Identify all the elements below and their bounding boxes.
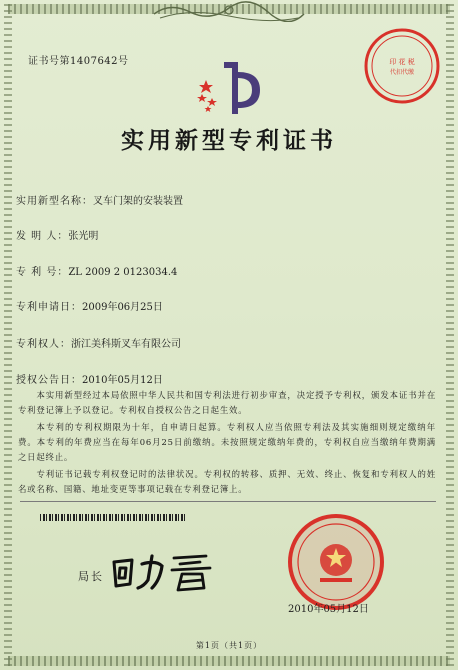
- field-label: 专利申请日：: [16, 302, 82, 313]
- certificate-number: 证书号第1407642号: [28, 56, 129, 67]
- director-signature-icon: [108, 550, 218, 594]
- field-grant-date: [16, 371, 163, 386]
- field-value: 2009年06月25日: [82, 302, 163, 313]
- issue-date: 2010年05月12日: [288, 604, 369, 615]
- field-label: 授权公告日：: [16, 375, 82, 386]
- ornament-icon: [150, 0, 308, 22]
- field-label: 发 明 人：: [16, 231, 69, 242]
- svg-text:代扣代缴: 代扣代缴: [389, 69, 415, 76]
- field-filing-date: [16, 298, 163, 313]
- field-utility-model-name: [16, 192, 183, 207]
- field-inventor: [16, 227, 98, 242]
- decorative-border-bottom: [8, 656, 450, 666]
- field-value: 张光明: [68, 231, 99, 242]
- svg-text:印 花 税: 印 花 税: [389, 58, 415, 66]
- field-patent-number: [16, 263, 177, 278]
- paragraph-term-and-fees: 本专利的专利权期限为十年，自申请日起算。专利权人应当依照专利法及其实施细则规定缴纳年费。本专利的年费应当在每年06月25日前缴纳。未按照规定缴纳年费的，专利权自应当缴纳年费期满之日起终止。: [18, 422, 436, 462]
- decorative-border-right: [446, 4, 454, 666]
- top-right-seal-icon: [362, 26, 442, 106]
- national-ip-office-seal-icon: [270, 510, 402, 610]
- field-label: 专 利 号：: [16, 267, 69, 278]
- paragraph-legal-status: 专利证书记载专利权登记时的法律状况。专利权的转移、质押、无效、终止、恢复和专利权人的姓名或名称、国籍、地址变更等事项记载在专利登记簿上。: [18, 469, 436, 494]
- field-value: 2010年05月12日: [82, 375, 163, 386]
- decorative-border-left: [4, 4, 12, 666]
- field-patentee: [16, 335, 181, 350]
- paragraph-grant-decision: 本实用新型经过本局依照中华人民共和国专利法进行初步审查，决定授予专利权，颁发本证书并在专利登记簿上予以登记。专利权自授权公告之日起生效。: [18, 390, 436, 415]
- barcode-icon: [40, 514, 186, 521]
- director-label: 局长: [78, 570, 104, 583]
- certificate-title: 实用新型专利证书: [121, 127, 337, 154]
- page-footer: 第1页（共1页）: [195, 641, 263, 650]
- field-value: 叉车门架的安装装置: [93, 196, 183, 207]
- field-label: 实用新型名称：: [16, 196, 93, 207]
- sipo-logo-icon: [194, 58, 264, 120]
- field-value: ZL 2009 2 0123034.4: [68, 267, 178, 278]
- field-value: 浙江美科斯叉车有限公司: [71, 339, 181, 350]
- divider-line: [20, 501, 436, 502]
- field-label: 专利权人：: [16, 339, 71, 350]
